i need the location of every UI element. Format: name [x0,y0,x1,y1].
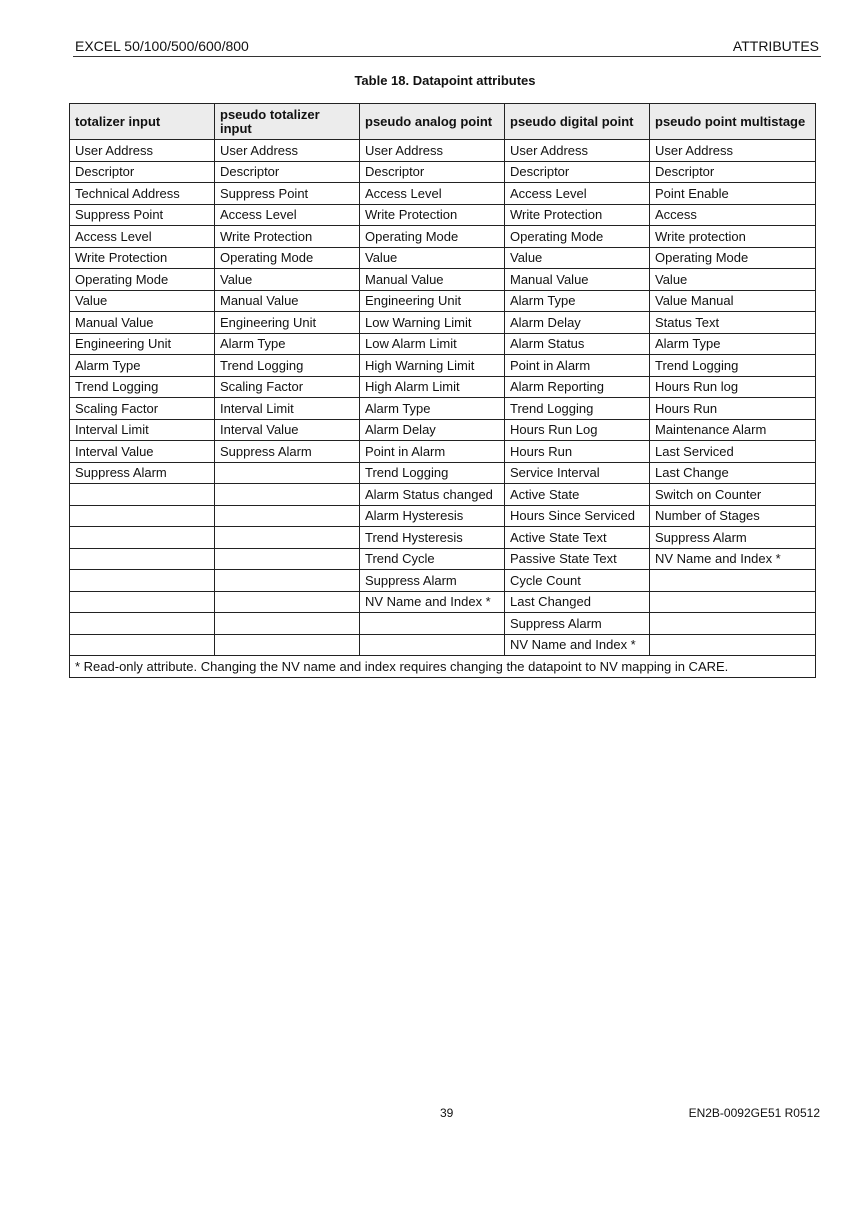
table-row [70,505,816,527]
table-row [70,247,816,269]
table-cell [650,570,816,592]
table-row [70,140,816,162]
table-row [70,613,816,635]
table-row [70,226,816,248]
table-cell: Value [650,269,816,291]
table-cell: Interval Limit [70,419,215,441]
table-cell: Suppress Alarm [505,613,650,635]
table-body [70,140,816,678]
table-cell: User Address [505,140,650,162]
table-cell: Alarm Type [360,398,505,420]
table-cell: Alarm Delay [360,419,505,441]
column-header: pseudo point multistage [650,104,816,140]
table-row [70,161,816,183]
table-cell [70,591,215,613]
table-cell: High Alarm Limit [360,376,505,398]
table-cell: Alarm Type [505,290,650,312]
table-row [70,570,816,592]
table-cell [360,634,505,656]
table-cell: Engineering Unit [360,290,505,312]
table-cell: Trend Hysteresis [360,527,505,549]
table-cell: Active State [505,484,650,506]
table-cell: Alarm Type [70,355,215,377]
table-cell: Alarm Status changed [360,484,505,506]
table-cell: Alarm Status [505,333,650,355]
table-cell: Point Enable [650,183,816,205]
table-cell: Hours Since Serviced [505,505,650,527]
table-cell: Access Level [505,183,650,205]
table-cell: Write Protection [505,204,650,226]
table-cell [70,613,215,635]
table-cell: User Address [650,140,816,162]
table-cell [360,613,505,635]
table-cell: Interval Limit [215,398,360,420]
table-cell [70,484,215,506]
column-header: pseudo analog point [360,104,505,140]
table-cell [215,505,360,527]
table-cell: Descriptor [505,161,650,183]
table-row [70,548,816,570]
table-cell: Trend Logging [70,376,215,398]
table-cell [650,613,816,635]
table-cell: Write Protection [215,226,360,248]
table-cell: Maintenance Alarm [650,419,816,441]
table-cell: NV Name and Index * [360,591,505,613]
table-cell: Suppress Alarm [360,570,505,592]
table-cell: Access Level [70,226,215,248]
table-row [70,376,816,398]
table-footnote: * Read-only attribute. Changing the NV name and index requires changing the datapoint to NV mapping in CARE. [70,656,816,678]
table-cell [215,634,360,656]
table-cell: User Address [70,140,215,162]
table-cell: Suppress Point [70,204,215,226]
table-cell: Suppress Point [215,183,360,205]
table-cell: Write Protection [360,204,505,226]
table-cell: Cycle Count [505,570,650,592]
table-cell: Access Level [215,204,360,226]
table-cell: Operating Mode [360,226,505,248]
table-cell: Manual Value [70,312,215,334]
table-cell: Alarm Type [650,333,816,355]
table-cell: Engineering Unit [70,333,215,355]
table-cell [70,570,215,592]
table-cell: User Address [360,140,505,162]
table-cell: Suppress Alarm [650,527,816,549]
table-cell: Access Level [360,183,505,205]
table-cell: Last Changed [505,591,650,613]
table-cell: Suppress Alarm [70,462,215,484]
table-cell [215,591,360,613]
table-row [70,355,816,377]
table-cell: Trend Cycle [360,548,505,570]
table-cell: Alarm Hysteresis [360,505,505,527]
table-cell [215,548,360,570]
table-cell: Low Alarm Limit [360,333,505,355]
table-cell: Suppress Alarm [215,441,360,463]
table-cell: Point in Alarm [360,441,505,463]
table-row [70,204,816,226]
table-cell: Engineering Unit [215,312,360,334]
table-cell [215,613,360,635]
page-header [73,36,821,57]
document-code: EN2B-0092GE51 R0512 [688,1106,820,1120]
table-cell: Descriptor [650,161,816,183]
table-cell: Alarm Type [215,333,360,355]
table-row [70,591,816,613]
table-cell: Last Change [650,462,816,484]
table-cell: Point in Alarm [505,355,650,377]
table-cell: Low Warning Limit [360,312,505,334]
table-row [70,419,816,441]
table-cell [70,527,215,549]
table-cell: Trend Logging [650,355,816,377]
table-cell [215,484,360,506]
table-cell: Descriptor [70,161,215,183]
table-row [70,484,816,506]
column-header: totalizer input [70,104,215,140]
table-cell: Manual Value [360,269,505,291]
table-cell [70,505,215,527]
table-cell: NV Name and Index * [505,634,650,656]
table-footnote-row [70,656,816,678]
table-row [70,183,816,205]
table-cell: Operating Mode [650,247,816,269]
table-cell: Operating Mode [505,226,650,248]
table-cell: Descriptor [215,161,360,183]
table-cell: Technical Address [70,183,215,205]
column-header: pseudo totalizer input [215,104,360,140]
table-cell: Active State Text [505,527,650,549]
table-cell: Trend Logging [215,355,360,377]
table-cell: Trend Logging [505,398,650,420]
table-cell: Value [70,290,215,312]
table-header-row [70,104,816,140]
table-cell: Hours Run [650,398,816,420]
table-cell: Alarm Reporting [505,376,650,398]
table-cell: Operating Mode [70,269,215,291]
table-cell: Operating Mode [215,247,360,269]
table-cell: Hours Run log [650,376,816,398]
table-cell: Value Manual [650,290,816,312]
table-cell [650,591,816,613]
table-row [70,634,816,656]
table-cell: Manual Value [505,269,650,291]
table-cell: Alarm Delay [505,312,650,334]
table-cell: Write protection [650,226,816,248]
table-row [70,462,816,484]
table-cell [215,570,360,592]
table-row [70,398,816,420]
table-row [70,441,816,463]
table-cell: High Warning Limit [360,355,505,377]
table-row [70,333,816,355]
table-cell: Hours Run [505,441,650,463]
table-cell: Passive State Text [505,548,650,570]
table-cell: User Address [215,140,360,162]
table-cell: Value [505,247,650,269]
table-cell: Hours Run Log [505,419,650,441]
table-cell: Access [650,204,816,226]
table-row [70,269,816,291]
header-product-title: EXCEL 50/100/500/600/800 [75,38,249,54]
table-row [70,290,816,312]
table-cell: Manual Value [215,290,360,312]
table-cell [70,548,215,570]
table-cell: Trend Logging [360,462,505,484]
table-cell: Scaling Factor [215,376,360,398]
table-row [70,527,816,549]
table-cell: Number of Stages [650,505,816,527]
table-cell: Write Protection [70,247,215,269]
table-cell: Value [360,247,505,269]
header-section-title: ATTRIBUTES [732,38,819,54]
table-cell: Status Text [650,312,816,334]
table-cell: Interval Value [215,419,360,441]
table-cell [215,527,360,549]
table-cell [650,634,816,656]
column-header: pseudo digital point [505,104,650,140]
table-caption: Table 18. Datapoint attributes [354,73,536,88]
page-number: 39 [440,1106,454,1120]
table-cell [215,462,360,484]
table-cell: Descriptor [360,161,505,183]
table-cell: Switch on Counter [650,484,816,506]
table-cell: Service Interval [505,462,650,484]
table-cell [70,634,215,656]
table-row [70,312,816,334]
table-cell: Interval Value [70,441,215,463]
table-cell: Value [215,269,360,291]
table-cell: Scaling Factor [70,398,215,420]
table-cell: Last Serviced [650,441,816,463]
table-cell: NV Name and Index * [650,548,816,570]
datapoint-attributes-table [69,103,816,678]
